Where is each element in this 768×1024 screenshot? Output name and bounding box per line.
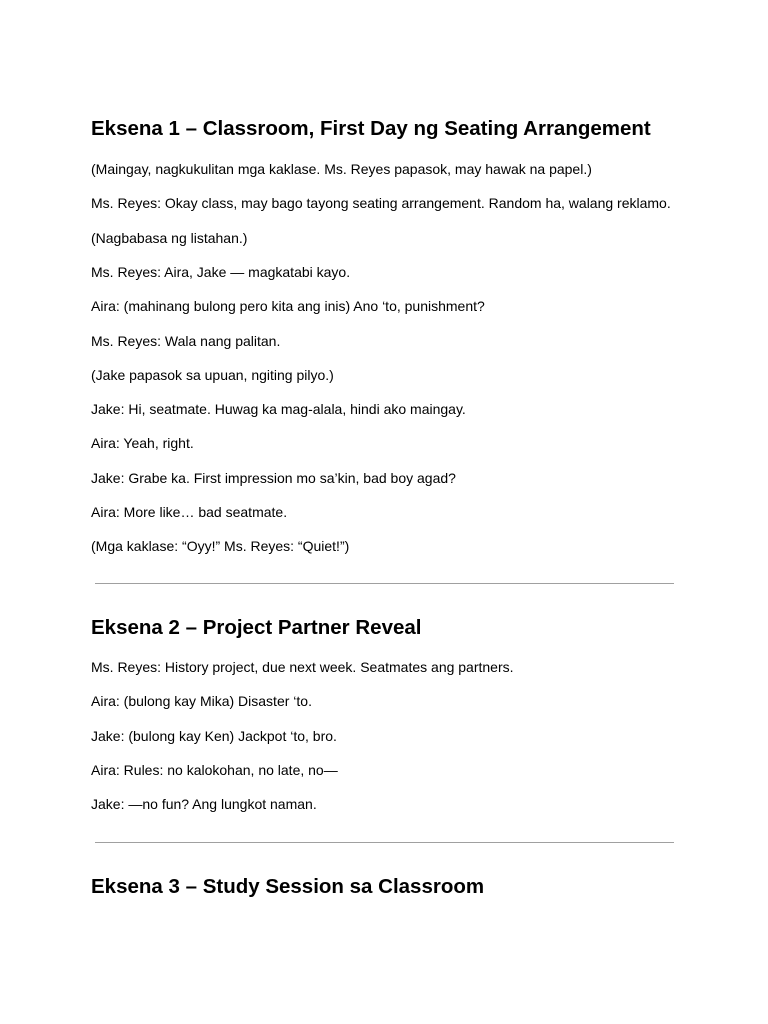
scene-2-heading: Eksena 2 – Project Partner Reveal — [91, 616, 422, 639]
script-line: Aira: More like… bad seatmate. — [91, 504, 288, 520]
script-line: (Maingay, nagkukulitan mga kaklase. Ms. Reyes papasok, may hawak na papel.) — [91, 161, 592, 177]
scene-1-heading: Eksena 1 – Classroom, First Day ng Seating Arrangement — [91, 117, 651, 140]
script-line: (Jake papasok sa upuan, ngiting pilyo.) — [91, 367, 334, 383]
script-line: Ms. Reyes: Okay class, may bago tayong seating arrangement. Random ha, walang reklamo. — [91, 195, 671, 211]
script-line: Ms. Reyes: History project, due next week. Seatmates ang partners. — [91, 659, 514, 675]
script-line: Aira: (bulong kay Mika) Disaster ‘to. — [91, 693, 312, 709]
section-divider — [95, 583, 674, 584]
script-line: (Nagbabasa ng listahan.) — [91, 230, 248, 246]
script-line: Aira: (mahinang bulong pero kita ang inis) Ano ‘to, punishment? — [91, 298, 485, 314]
script-line: Jake: —no fun? Ang lungkot naman. — [91, 796, 317, 812]
script-line: Jake: Hi, seatmate. Huwag ka mag-alala, hindi ako maingay. — [91, 401, 466, 417]
script-line: Jake: (bulong kay Ken) Jackpot ‘to, bro. — [91, 728, 337, 744]
script-line: Ms. Reyes: Aira, Jake — magkatabi kayo. — [91, 264, 351, 280]
script-line: (Mga kaklase: “Oyy!” Ms. Reyes: “Quiet!”) — [91, 538, 350, 554]
scene-3-heading: Eksena 3 – Study Session sa Classroom — [91, 875, 485, 898]
script-line: Aira: Yeah, right. — [91, 435, 194, 451]
script-line: Jake: Grabe ka. First impression mo sa’kin, bad boy agad? — [91, 470, 456, 486]
script-line: Ms. Reyes: Wala nang palitan. — [91, 333, 281, 349]
script-line: Aira: Rules: no kalokohan, no late, no— — [91, 762, 338, 778]
section-divider — [95, 842, 674, 843]
